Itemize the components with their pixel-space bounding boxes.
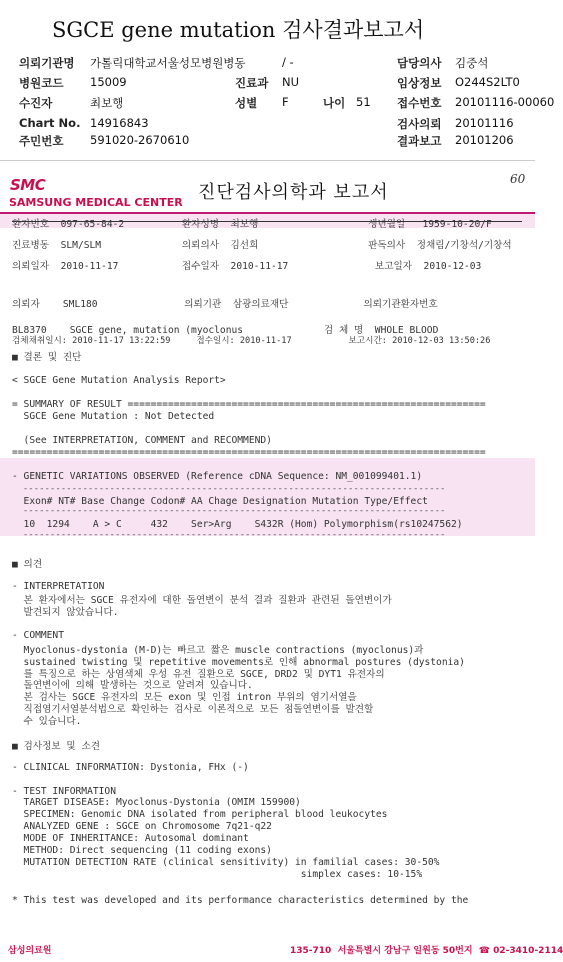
header-value-request-date: 20101116: [455, 116, 514, 130]
test-information-line: METHOD: Direct sequencing (11 coding exons): [12, 845, 272, 856]
header-label-dept: 진료과: [235, 76, 269, 90]
header-label-institution: 의뢰기관명: [19, 56, 75, 70]
header-value-chart-no: 14916843: [90, 116, 149, 130]
summary-see: (See INTERPRETATION, COMMENT and RECOMMEND): [12, 435, 272, 446]
comment-line: Myoclonus-dystonia (M-D)는 빠르고 짧은 muscle contractions (myoclonus)과: [12, 645, 424, 656]
header-value-doctor: 김중석: [455, 56, 489, 70]
interpretation-line: 발견되지 않았습니다.: [12, 607, 119, 618]
summary-rule: ==================================================================================: [12, 447, 486, 458]
header-value-ward: / -: [282, 55, 294, 69]
comment-line: 직접염기서열분석법으로 확인하는 검사로 이론적으로 모든 점돌연변이를 발견할: [12, 704, 374, 715]
header-value-clinical-info: O244S2LT0: [455, 75, 520, 89]
comment-line: 본 검사는 SGCE 유전자의 모든 exon 및 인접 intron 부위의 염기서열을: [12, 692, 357, 703]
header-label-request-date: 검사의뢰: [397, 117, 442, 131]
header-value-dept: NU: [282, 75, 300, 89]
report-row-times: 검체채취일시: 2010-11-17 13:22:59 접수일시: 2010-11-17 보고시간: 2010-12-03 13:50:26: [12, 336, 491, 346]
test-information-line: ANALYZED GENE : SGCE on Chromosome 7q21-q22: [12, 821, 272, 832]
genetic-variations-columns: Exon# NT# Base Change Codon# AA Chage Designation Mutation Type/Effect: [12, 496, 428, 507]
interpretation-line: 본 환자에서는 SGCE 유전자에 대한 돌연변이 분석 결과 질환과 관련된 돌연변이가: [12, 595, 392, 606]
header-value-age: 51: [356, 95, 371, 109]
comment-head: - COMMENT: [12, 630, 64, 641]
clinical-information: - CLINICAL INFORMATION: Dystonia, FHx (-): [12, 762, 249, 773]
test-information-line: TARGET DISEASE: Myoclonus-Dystonia (OMIM 159900): [12, 797, 301, 808]
header-label-age: 나이: [323, 96, 346, 110]
footnote: * This test was developed and its performance characteristics determined by the: [12, 895, 469, 906]
comment-line: 를 특징으로 하는 상염색체 우성 유전 질환으로 SGCE, DRD2 및 DYT1 유전자의: [12, 669, 385, 680]
footer-address: 135-710 서울특별시 강남구 일원동 50번지 ☎ 02-3410-2114: [290, 946, 563, 956]
comment-line: 수 있습니다.: [12, 716, 82, 727]
genetic-variations-rule-bottom: ------------------------------------------------------------------------------: [12, 530, 446, 540]
test-information-line: MUTATION DETECTION RATE (clinical sensitivity) in familial cases: 30-50%: [12, 857, 440, 868]
test-information-line: MODE OF INHERITANCE: Autosomal dominant: [12, 833, 249, 844]
header-label-receipt-no: 접수번호: [397, 96, 442, 110]
header-label-resident-no: 주민번호: [19, 134, 64, 148]
header-label-clinical-info: 임상정보: [397, 76, 442, 90]
header-value-receipt-no: 20101116-00060: [455, 95, 555, 109]
section-conclusion: ■ 결론 및 진단: [12, 352, 82, 363]
header-value-hospital-code: 15009: [90, 75, 127, 89]
genetic-variations-rule-top: ------------------------------------------------------------------------------: [12, 484, 446, 494]
section-test-info: ■ 검사정보 및 소견: [12, 741, 100, 752]
document-title: SGCE gene mutation 검사결과보고서: [52, 18, 425, 42]
report-row-test: BL8370 SGCE gene, mutation (myoclonus 검 체 명 WHOLE BLOOD: [12, 325, 439, 336]
interpretation-head: - INTERPRETATION: [12, 581, 105, 592]
summary-head: = SUMMARY OF RESULT ==============================================================: [12, 399, 486, 410]
header-value-institution: 가톨릭대학교서울성모병원병동: [90, 56, 246, 70]
comment-line: 돌연변이에 의해 발생하는 것으로 알려져 있습니다.: [12, 680, 253, 691]
header-value-report-date: 20101206: [455, 133, 514, 147]
test-information-head: - TEST INFORMATION: [12, 786, 116, 797]
report-row-ward: 진료병동 SLM/SLM 의뢰의사 김선희 판독의사 정채림/기창석/기창석: [12, 240, 512, 251]
header-value-sex: F: [282, 95, 289, 109]
header-label-hospital-code: 병원코드: [19, 76, 64, 90]
footer-hospital: 삼성의료원: [8, 946, 52, 956]
header-label-sex: 성별: [235, 96, 258, 110]
header-label-chart-no: Chart No.: [19, 116, 81, 130]
header-label-report-date: 결과보고: [397, 134, 442, 148]
comment-line: sustained twisting 및 repetitive movements로 인해 abnormal postures (dystonia): [12, 657, 465, 668]
divider: [0, 160, 535, 161]
genetic-variations-head: - GENETIC VARIATIONS OBSERVED (Reference cDNA Sequence: NM_001099401.1): [12, 471, 423, 482]
hospital-name: SAMSUNG MEDICAL CENTER: [9, 196, 183, 209]
summary-result: SGCE Gene Mutation : Not Detected: [12, 411, 215, 422]
header-label-doctor: 담당의사: [397, 56, 442, 70]
genetic-variations-rule-mid: ------------------------------------------------------------------------------: [12, 506, 446, 516]
header-label-patient: 수진자: [19, 96, 53, 110]
test-information-line: simplex cases: 10-15%: [12, 869, 423, 880]
section-opinion: ■ 의견: [12, 559, 43, 570]
handwritten-page-mark: 60: [510, 172, 526, 186]
smc-logo: SMC: [10, 176, 46, 194]
header-value-patient: 최보행: [90, 96, 124, 110]
report-title: 진단검사의학과 보고서: [198, 182, 389, 203]
genetic-variations-row: 10 1294 A > C 432 Ser>Arg S432R (Hom) Polymorphism(rs10247562): [12, 519, 463, 530]
header-value-resident-no: 591020-2670610: [90, 133, 190, 147]
report-row-dates: 의뢰일자 2010-11-17 접수일자 2010-11-17 보고일자 2010-12-03: [12, 261, 482, 272]
report-name: < SGCE Gene Mutation Analysis Report>: [12, 375, 226, 386]
report-row-patient: 환자번호 097-65-84-2 환자성명 최보행 생년월일 1959-10-20/F: [12, 219, 492, 230]
report-row-requester: 의뢰자 SML180 의뢰기관 삼광의료재단 의뢰기관환자번호: [12, 299, 438, 310]
test-information-line: SPECIMEN: Genomic DNA isolated from peripheral blood leukocytes: [12, 809, 388, 820]
